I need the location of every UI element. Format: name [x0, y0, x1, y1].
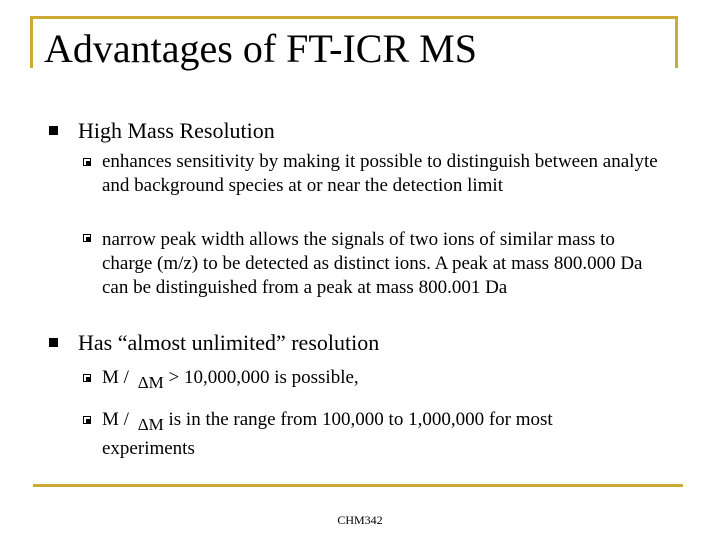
- subbullet-peak-width: narrow peak width allows the signals of two ions of similar mass to charge (m/z) to be detected as distinct ions. A peak at mass 800.000 Da can be distinguished from a peak at mass 800.001 Da: [102, 229, 643, 298]
- delta-m-symbol: ΔM: [137, 415, 164, 434]
- slide-title: Advantages of FT-ICR MS: [44, 26, 477, 71]
- resolution-range-text: is in the range from 100,000 to 1,000,000 for most experiments: [102, 409, 553, 459]
- square-bullet-icon: [49, 338, 58, 347]
- m-over-symbol: M /: [102, 409, 129, 430]
- frame-left-line: [30, 16, 33, 68]
- hollow-square-bullet-icon: [83, 416, 91, 424]
- frame-right-line: [675, 16, 678, 68]
- subbullet-resolution-max: [102, 366, 662, 395]
- m-over-symbol: M /: [102, 367, 129, 388]
- footer-course-code: CHM342: [337, 513, 383, 527]
- subbullet-resolution-range: [102, 408, 647, 461]
- frame-top-line: [30, 16, 677, 19]
- footer-rule: [33, 484, 683, 487]
- hollow-square-bullet-icon: [83, 374, 91, 382]
- square-bullet-icon: [49, 126, 58, 135]
- bullet-unlimited-resolution: Has “almost unlimited” resolution: [78, 330, 380, 355]
- hollow-square-bullet-icon: [83, 158, 91, 166]
- hollow-square-bullet-icon: [83, 234, 91, 242]
- resolution-max-text: > 10,000,000 is possible,: [168, 367, 359, 388]
- delta-m-symbol: ΔM: [137, 373, 164, 392]
- subbullet-sensitivity: enhances sensitivity by making it possible to distinguish between analyte and background species at or near the detection limit: [102, 151, 658, 196]
- bullet-high-mass-resolution: High Mass Resolution: [78, 118, 275, 143]
